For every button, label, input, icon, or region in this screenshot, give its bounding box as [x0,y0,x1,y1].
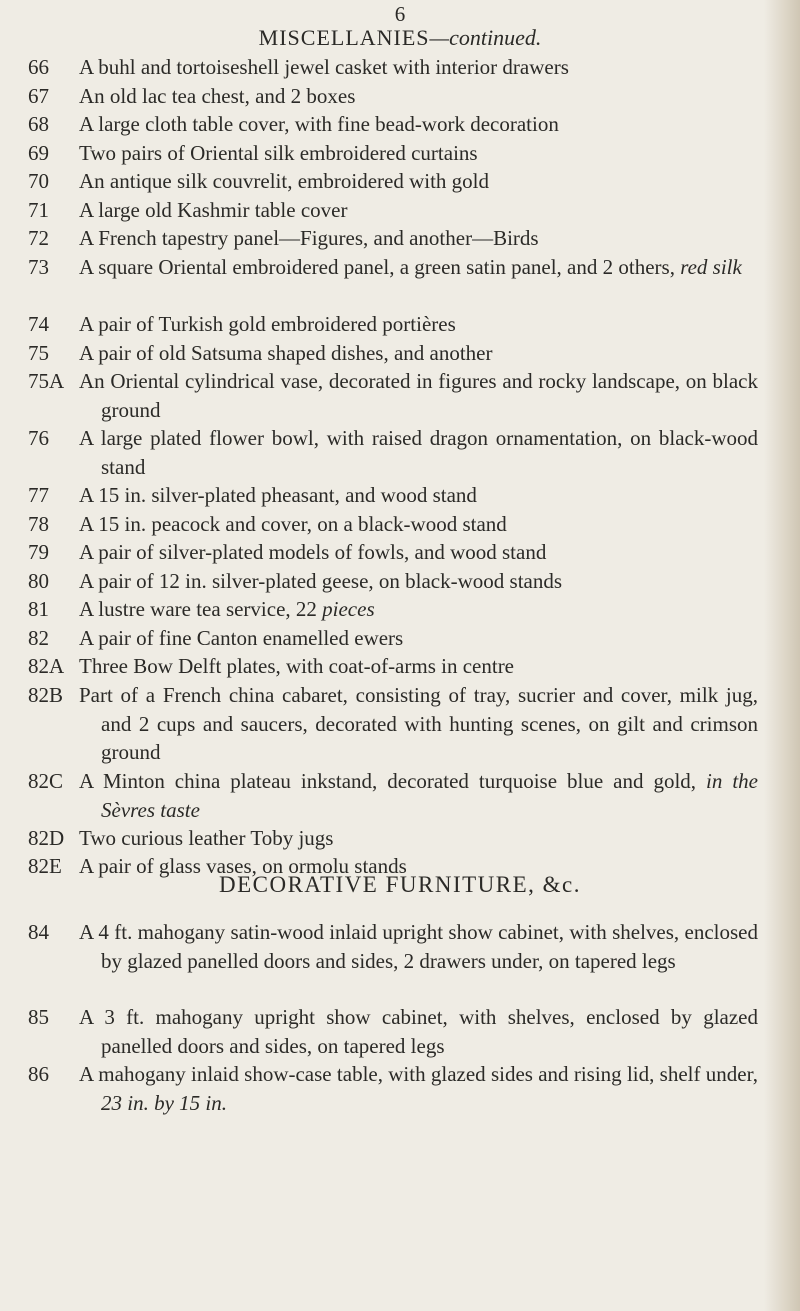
lot-description [79,510,758,539]
lot-text: An Oriental cylindrical vase, decorated in figures and rocky landscape, on black ground [79,369,758,422]
lot-text: An old lac tea chest, and 2 boxes [79,84,356,108]
lot-entry [28,53,758,82]
section-heading-miscellanies [0,25,800,51]
lot-text: A buhl and tortoiseshell jewel casket with interior drawers [79,55,569,79]
lot-text: Three Bow Delft plates, with coat-of-arms in centre [79,654,515,678]
lot-text: A large plated flower bowl, with raised dragon ornamentation, on black-wood stand [79,426,758,479]
lot-description [79,1060,758,1117]
lot-text: A square Oriental embroidered panel, a green satin panel, and 2 others, [79,255,675,279]
lot-text: A 4 ft. mahogany satin-wood inlaid upright show cabinet, with shelves, enclosed by glazed panelled doors and sides, 2 drawers under, on tapered legs [79,920,758,973]
lot-description [79,139,758,168]
lot-entry [28,424,758,481]
lot-description [79,167,758,196]
lot-text: A French tapestry panel—Figures, and another—Birds [79,226,539,250]
lot-text: A pair of Turkish gold embroidered portières [79,312,456,336]
lot-number: 82C [28,769,64,793]
lot-text: A 15 in. silver-plated pheasant, and wood stand [79,483,477,507]
lot-description [79,82,758,111]
lot-description [79,567,758,596]
lot-entry [28,1003,758,1060]
lot-text: A mahogany inlaid show-case table, with glazed sides and rising lid, shelf under, [79,1062,758,1086]
lot-entry [28,367,758,424]
lot-text: Two curious leather Toby jugs [79,826,334,850]
lot-text: An antique silk couvrelit, embroidered with gold [79,169,489,193]
lot-description [79,918,758,975]
page-edge-shadow [764,0,800,1311]
lot-number: 68 [28,112,49,136]
lot-description [79,481,758,510]
lot-number: 81 [28,597,49,621]
lot-text: A pair of old Satsuma shaped dishes, and another [79,341,493,365]
lot-entry [28,339,758,368]
lot-description [79,53,758,82]
lot-number: 84 [28,920,49,944]
lot-entry [28,310,758,339]
lot-number: 82A [28,654,65,678]
lot-entry [28,253,758,282]
lot-entry [28,110,758,139]
lot-description [79,624,758,653]
lot-entry [28,538,758,567]
lot-description [79,110,758,139]
lot-number: 85 [28,1005,49,1029]
lot-number: 74 [28,312,49,336]
lot-text: A pair of fine Canton enamelled ewers [79,626,404,650]
lot-text: Part of a French china cabaret, consisting of tray, sucrier and cover, milk jug, and 2 cups and saucers, decorated with hunting scenes, on gilt and crimson ground [79,683,758,764]
lot-text: A large old Kashmir table cover [79,198,348,222]
lot-text: A 3 ft. mahogany upright show cabinet, with shelves, enclosed by glazed panelled doors and sides, on tapered legs [79,1005,758,1058]
lot-description [79,310,758,339]
lot-description [79,767,758,824]
lot-entry [28,681,758,767]
lot-description [79,339,758,368]
section-title: MISCELLANIES [258,25,430,50]
lot-number: 78 [28,512,49,536]
section-suffix: —continued. [429,25,542,50]
section-heading-furniture: DECORATIVE FURNITURE, &c. [218,872,582,897]
lot-entry [28,82,758,111]
lot-description [79,424,758,481]
lot-entry [28,1060,758,1117]
lot-italic-note: red silk [680,255,742,279]
lot-number: 82 [28,626,49,650]
lot-description [79,196,758,225]
lot-number: 77 [28,483,49,507]
page-number: 6 [394,2,406,26]
lot-number: 73 [28,255,49,279]
lot-text: A pair of silver-plated models of fowls, and wood stand [79,540,547,564]
lot-number: 69 [28,141,49,165]
lot-entry [28,595,758,624]
lot-number: 71 [28,198,49,222]
lot-number: 70 [28,169,49,193]
lot-entry [28,624,758,653]
lot-entry [28,824,758,853]
lot-text: A Minton china plateau inkstand, decorated turquoise blue and gold, [79,769,697,793]
lot-text: A lustre ware tea service, 22 [79,597,317,621]
lot-entry [28,767,758,824]
lot-text: A pair of glass vases, on ormolu stands [79,854,407,878]
lot-description [79,253,758,282]
lot-number: 67 [28,84,49,108]
lot-entry [28,139,758,168]
lot-entry [28,224,758,253]
lot-entry [28,567,758,596]
lot-italic-note: pieces [322,597,375,621]
lot-description [79,652,758,681]
lot-number: 86 [28,1062,49,1086]
lot-description [79,595,758,624]
lot-description [79,367,758,424]
lot-number: 82E [28,854,62,878]
lot-number: 79 [28,540,49,564]
lot-number: 75A [28,369,65,393]
lot-number: 80 [28,569,49,593]
lot-entry [28,481,758,510]
lot-entry [28,167,758,196]
lot-description [79,538,758,567]
lot-number: 76 [28,426,49,450]
lot-entry [28,196,758,225]
lot-number: 82B [28,683,64,707]
lot-description [79,681,758,767]
lot-number: 72 [28,226,49,250]
lot-text: A 15 in. peacock and cover, on a black-wood stand [79,512,507,536]
lot-entry [28,510,758,539]
lot-description [79,824,758,853]
lot-entry [28,918,758,975]
lot-description [79,1003,758,1060]
lot-italic-note: 23 in. by 15 in. [101,1090,227,1115]
lot-text: Two pairs of Oriental silk embroidered curtains [79,141,478,165]
lot-number: 66 [28,55,49,79]
lot-number: 75 [28,341,49,365]
lot-italic-note: in the Sèvres taste [101,769,758,822]
lot-number: 82D [28,826,65,850]
lot-text: A pair of 12 in. silver-plated geese, on black-wood stands [79,569,563,593]
lot-entry [28,652,758,681]
lot-description [79,224,758,253]
lot-text: A large cloth table cover, with fine bead-work decoration [79,112,559,136]
